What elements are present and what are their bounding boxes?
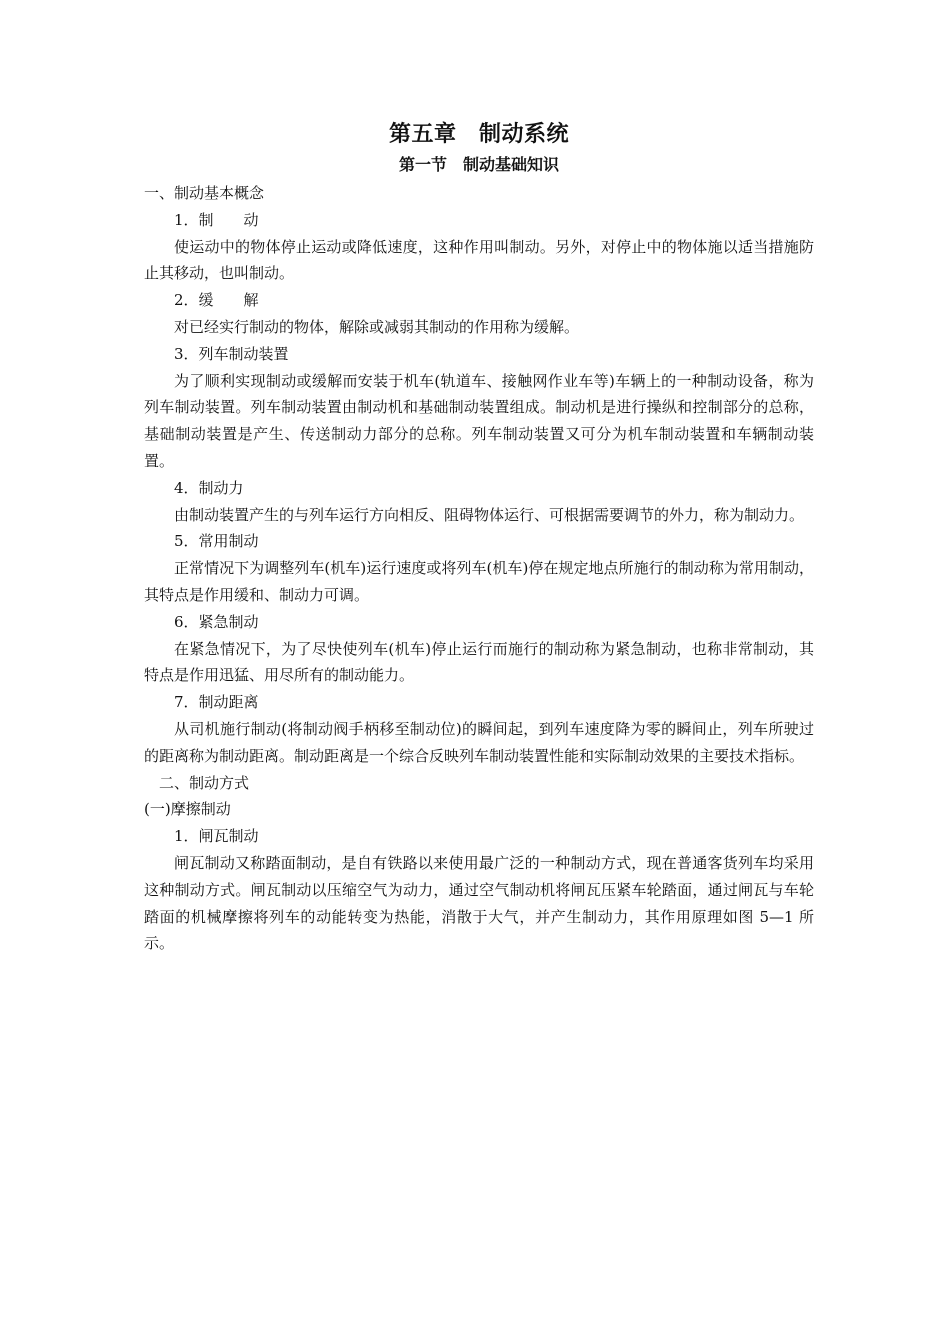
paragraph-service-braking: 正常情况下为调整列车(机车)运行速度或将列车(机车)停在规定地点所施行的制动称为常用制动，其特点是作用缓和、制动力可调。 [144,559,814,604]
paragraph-braking-distance: 从司机施行制动(将制动阀手柄移至制动位)的瞬间起，到列车速度降为零的瞬间止，列车所驶过的距离称为制动距离。制动距离是一个综合反映列车制动装置性能和实际制动效果的主要技术指标。 [144,719,814,765]
term-release: 2．缓 解 [174,291,259,310]
term-braking: 1．制 动 [174,210,259,229]
document-page [144,118,814,957]
term-train-brake-device: 3．列车制动装置 [174,344,289,363]
paragraph-braking: 使运动中的物体停止运动或降低速度，这种作用叫制动。另外，对停止中的物体施以适当措施防止其移动，也叫制动。 [144,237,814,283]
heading-basic-concepts: 一、制动基本概念 [144,184,265,202]
paragraph-braking-force: 由制动装置产生的与列车运行方向相反、阻碍物体运行、可根据需要调节的外力，称为制动力。 [174,505,805,524]
term-shoe-braking: 1．闸瓦制动 [174,827,259,846]
heading-braking-modes: 二、制动方式 [159,773,250,792]
section-title: 第一节 制动基础知识 [398,155,559,174]
term-braking-distance: 7．制动距离 [174,693,259,712]
paragraph-emergency-braking: 在紧急情况下，为了尽快使列车(机车)停止运行而施行的制动称为紧急制动，也称非常制动，其特点是作用迅猛、用尽所有的制动能力。 [144,639,814,685]
paragraph-shoe-braking: 闸瓦制动又称踏面制动，是自有铁路以来使用最广泛的一种制动方式，现在普通客货列车均采用这种制动方式。闸瓦制动以压缩空气为动力，通过空气制动机将闸瓦压紧车轮踏面，通过闸瓦与车轮踏面的机械摩擦将列车的动能转变为热能，消散于大气，并产生制动力，其作用原理如图 5—1 所示。 [144,853,814,953]
chapter-title: 第五章 制动系统 [388,122,569,147]
paragraph-release: 对已经实行制动的物体，解除或减弱其制动的作用称为缓解。 [174,317,580,336]
paragraph-train-brake-device: 为了顺利实现制动或缓解而安装于机车(轨道车、接触网作业车等)车辆上的一种制动设备，称为列车制动装置。列车制动装置由制动机和基础制动装置组成。制动机是进行操纵和控制部分的总称，基础制动装置是产生、传送制动力部分的总称。列车制动装置又可分为机车制动装置和车辆制动装置。 [144,371,814,470]
term-emergency-braking: 6．紧急制动 [174,612,259,631]
term-braking-force: 4．制动力 [174,478,244,497]
term-service-braking: 5．常用制动 [174,532,259,551]
heading-friction-braking: (一)摩擦制动 [144,800,231,819]
